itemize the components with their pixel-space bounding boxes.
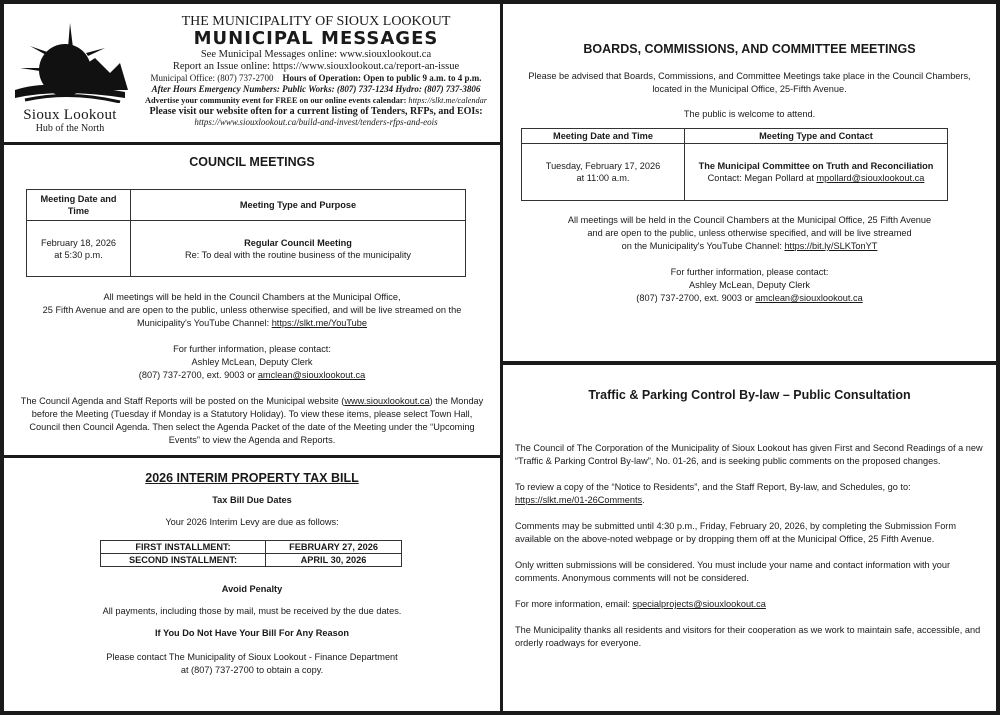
messages-online: See Municipal Messages online: www.siouxlookout.ca (200, 49, 432, 60)
venue-line2: and are open to the public, unless otherwise specified, and will be live streamed (587, 228, 912, 238)
meeting-type: The Municipal Committee on Truth and Reconciliation (698, 161, 934, 171)
logo-tagline: Hub of the North (35, 123, 105, 134)
venue-line1: All meetings will be held in the Council Chambers at the Municipal Office, 25 Fifth Avenue (567, 215, 932, 225)
council-title: COUNCIL MEETINGS (189, 155, 315, 169)
council-meeting-table (26, 189, 466, 277)
boards-intro-cont: located in the Municipal Office, 25-Fifth Avenue. (652, 84, 847, 94)
table-row (101, 541, 402, 554)
advertise-text: Advertise your community event for FREE on our online events calendar: (145, 96, 407, 105)
review-text: To review a copy of the “Notice to Residents”, and the Staff Report, By-law, and Schedules, go to: (515, 482, 911, 492)
table-row (27, 221, 466, 277)
special-projects-email-link[interactable]: specialprojects@siouxlookout.ca (632, 599, 766, 609)
traffic-intro: The Council of The Corporation of the Municipality of Sioux Lookout has given First and Second Readings of a new “Traffic & Parking Control By-law”, No. 01-26, and is seeking public comments on the proposed changes. (515, 443, 983, 466)
page-title: MUNICIPAL MESSAGES (193, 28, 439, 49)
website-link[interactable]: www.siouxlookout.ca (344, 396, 430, 406)
levy-text: Your 2026 Interim Levy are due as follows: (165, 517, 339, 527)
tenders-link[interactable]: https://www.siouxlookout.ca/build-and-invest/tenders-rfps-and-eois (194, 117, 438, 127)
comments-link[interactable]: https://slkt.me/01-26Comments (515, 495, 643, 505)
boards-title: BOARDS, COMMISSIONS, AND COMMITTEE MEETINGS (583, 42, 916, 56)
nobill-title: If You Do Not Have Your Bill For Any Reason (155, 628, 349, 638)
boards-panel (503, 4, 996, 361)
header-panel (4, 4, 500, 142)
municipality-name: THE MUNICIPALITY OF SIOUX LOOKOUT (181, 14, 451, 29)
tax-bill-panel (4, 458, 500, 711)
col-type-header: Meeting Type and Purpose (131, 190, 466, 221)
thanks-text: The Municipality thanks all residents and visitors for their cooperation as we work to maintain safe, accessible, and orderly roadways for everyone. (515, 625, 981, 648)
calendar-link[interactable]: https://slkt.me/calendar (408, 96, 487, 105)
emergency-numbers: After Hours Emergency Numbers: Public Works: (807) 737-1234 Hydro: (807) 737-3806 (151, 84, 481, 94)
traffic-title: Traffic & Parking Control By-law – Public Consultation (588, 388, 911, 402)
penalty-title: Avoid Penalty (221, 584, 283, 594)
contact-phone: (807) 737-2700, ext. 9003 or (138, 370, 258, 380)
installment-label: FIRST INSTALLMENT: (101, 541, 266, 554)
venue-line1: All meetings will be held in the Council Chambers at the Municipal Office, (103, 292, 401, 302)
col-date-header: Meeting Date and Time (27, 190, 131, 221)
installment-label: SECOND INSTALLMENT: (101, 554, 266, 567)
contact-intro: For further information, please contact: (670, 267, 829, 277)
agenda-text-cont: ) the Monday before the Meeting (Tuesday if Monday is a Statutory Holiday). To view these items, please select Town Hall, Council then Council Agenda. Then select the Agenda Packet of the date of the Meeting under the “Upcoming Events” to view the Agenda and Reports. (29, 396, 484, 445)
logo-text: Sioux Lookout (23, 107, 117, 123)
contact-phone: (807) 737-2700, ext. 9003 or (636, 293, 756, 303)
office-phone: Municipal Office: (807) 737-2700 (150, 73, 274, 83)
meeting-contact: Contact: Megan Pollard at (707, 173, 817, 183)
installment-date: APRIL 30, 2026 (266, 554, 402, 567)
council-meetings-panel (4, 145, 500, 455)
meeting-time: at 5:30 p.m. (54, 249, 103, 260)
tax-title: 2026 INTERIM PROPERTY TAX BILL (145, 471, 359, 485)
hours-of-operation: Hours of Operation: Open to public 9 a.m. to 4 p.m. (282, 73, 482, 83)
venue-line3: on the Municipality's YouTube Channel: (621, 241, 785, 251)
report-issue: Report an Issue online: https://www.siouxlookout.ca/report-an-issue (172, 61, 460, 72)
venue-line2: 25 Fifth Avenue and are open to the public, unless otherwise specified, and will be live streamed on the (42, 305, 462, 315)
contact-name: Ashley McLean, Deputy Clerk (191, 357, 313, 367)
sioux-lookout-logo (10, 18, 130, 134)
tax-subtitle: Tax Bill Due Dates (212, 495, 292, 505)
nobill-text: Please contact The Municipality of Sioux Lookout - Finance Department (106, 652, 398, 662)
meeting-time: at 11:00 a.m. (576, 173, 630, 183)
submission-deadline: Comments may be submitted until 4:30 p.m., Friday, February 20, 2026, by completing the Submission Form available on the above-noted webpage or by dropping them off at the Municipal Office, 25 Fifth Avenue. (515, 521, 957, 544)
public-welcome: The public is welcome to attend. (683, 109, 816, 119)
header-text (134, 14, 498, 128)
col-type-header: Meeting Type and Contact (685, 129, 948, 144)
meeting-type: Regular Council Meeting (244, 237, 352, 248)
agenda-text: The Council Agenda and Staff Reports will be posted on the Municipal website ( (20, 396, 345, 406)
contact-intro: For further information, please contact: (173, 344, 331, 354)
installment-date: FEBRUARY 27, 2026 (266, 541, 402, 554)
boards-intro: Please be advised that Boards, Commissions, and Committee Meetings take place in the Council Chambers, (528, 71, 971, 81)
written-submissions: Only written submissions will be considered. You must include your name and contact information with your comments. Anonymous comments will not be considered. (515, 560, 951, 583)
contact-email-link[interactable]: amclean@siouxlookout.ca (755, 293, 863, 303)
installment-table (100, 540, 402, 567)
tenders-text: Please visit our website often for a current listing of Tenders, RFPs, and EOIs: (149, 106, 483, 117)
traffic-bylaw-panel: Traffic & Parking Control By-law – Public Consultation The Council of The Corporation of the Municipality of Sioux Lookout has given First and Second Readings of a new “Traffic & Parking Control By-law”, No. 01-26, and is seeking public comments on the proposed changes. To review a copy of the “Notice to Residents”, and the Staff Report, By-law, and Schedules, go to: https://slkt.me/01-26Comments. Comments may be submitted until 4:30 p.m., Friday, February 20, 2026, by completing the Submission Form available on the above-noted webpage or by dropping them off at the Municipal Office, 25 Fifth Avenue. Only written submissions will be considered. You must include your name and contact information with your comments. Anonymous comments will not be considered. For more information, email: specialprojects@siouxlookout.ca The Municipality thanks all residents and visitors for their cooperation as we work to maintain safe, accessible, and orderly roadways for everyone. (503, 365, 996, 711)
contact-name: Ashley McLean, Deputy Clerk (688, 280, 811, 290)
meeting-purpose: Re: To deal with the routine business of the municipality (184, 249, 412, 260)
youtube-link[interactable]: https://bit.ly/SLKTonYT (784, 241, 878, 251)
contact-email-link[interactable]: amclean@siouxlookout.ca (257, 370, 366, 380)
venue-line3: Municipality's YouTube Channel: (136, 318, 272, 328)
table-row (522, 144, 948, 201)
logo-emblem-icon (10, 18, 130, 103)
col-date-header: Meeting Date and Time (522, 129, 685, 144)
contact-email-link[interactable]: mpollard@siouxlookout.ca (816, 173, 925, 183)
penalty-text: All payments, including those by mail, must be received by the due dates. (102, 606, 402, 616)
table-row (101, 554, 402, 567)
youtube-link[interactable]: https://slkt.me/YouTube (271, 318, 368, 328)
council-info (4, 291, 500, 447)
nobill-phone: at (807) 737-2700 to obtain a copy. (180, 665, 324, 675)
meeting-date: Tuesday, February 17, 2026 (545, 161, 661, 171)
meeting-date: February 18, 2026 (40, 237, 117, 248)
boards-meeting-table (521, 128, 948, 201)
more-info-text: For more information, email: (515, 599, 633, 609)
